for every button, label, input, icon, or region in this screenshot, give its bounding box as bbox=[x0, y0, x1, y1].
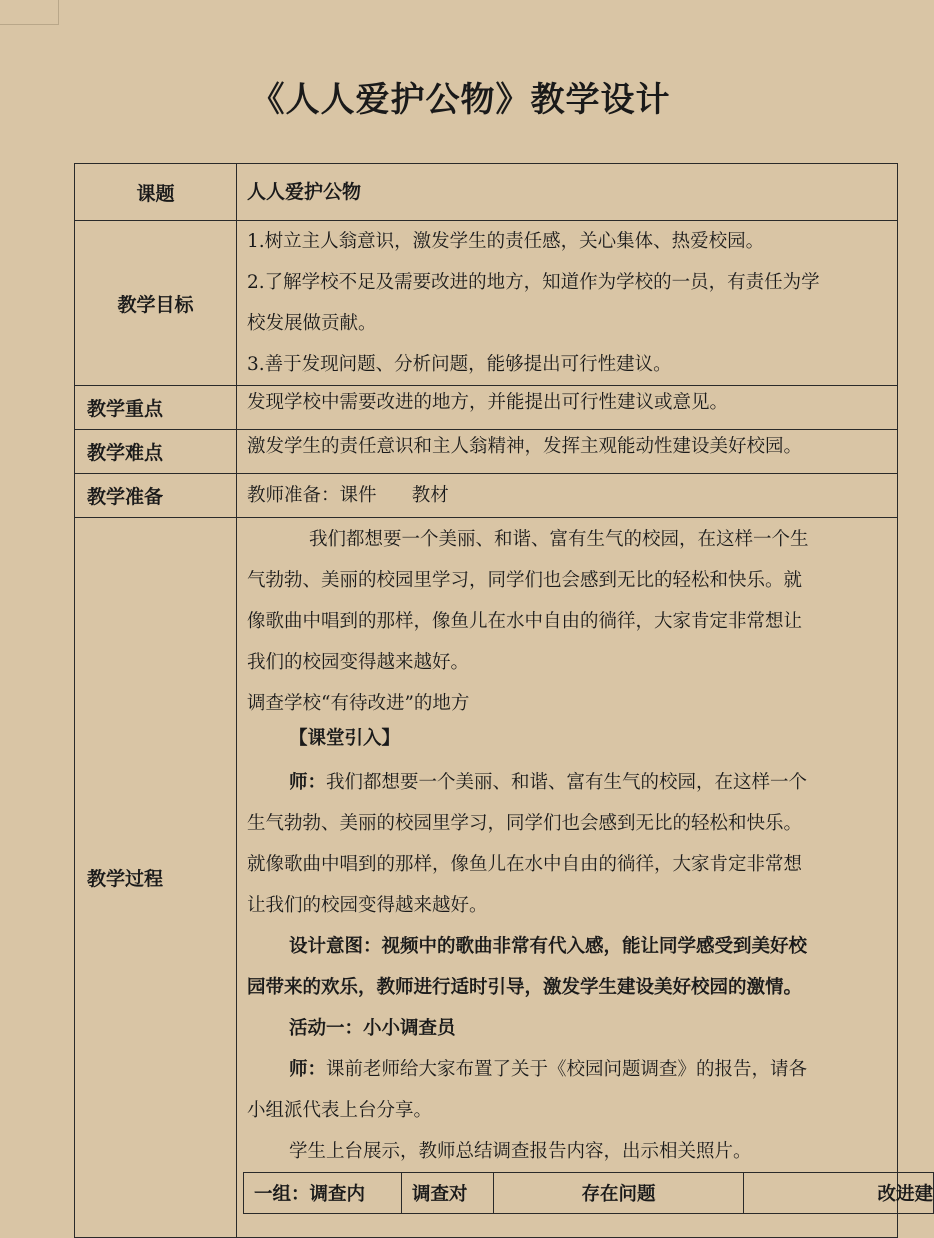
activity-title: 活动一：小小调查员 bbox=[289, 1018, 456, 1039]
key-points-label-cell bbox=[75, 386, 237, 430]
document-title: 《人人爱护公物》教学设计 bbox=[250, 80, 671, 120]
student-line: 学生上台展示，教师总结调查报告内容，出示相关照片。 bbox=[289, 1141, 752, 1162]
topic-row bbox=[75, 164, 898, 221]
teacher-line bbox=[247, 762, 893, 803]
preparation-label: 教学准备 bbox=[87, 486, 164, 508]
topic-value: 人人爱护公物 bbox=[247, 180, 362, 203]
goals-content bbox=[237, 221, 897, 385]
section-heading: 【课堂引入】 bbox=[289, 728, 401, 749]
goal-line: 3.善于发现问题、分析问题，能够提出可行性建议。 bbox=[247, 354, 672, 375]
teacher-label: 师： bbox=[289, 772, 327, 793]
goal-line: 校发展做贡献。 bbox=[247, 313, 377, 334]
teacher2-line: 小组派代表上台分享。 bbox=[247, 1100, 433, 1121]
sub-header-cell: 存在问题 bbox=[494, 1173, 744, 1214]
intro-line: 气勃勃、美丽的校园里学习，同学们也会感到无比的轻松和快乐。就 bbox=[247, 570, 803, 591]
teacher-line: 就像歌曲中唱到的那样，像鱼儿在水中自由的徜徉，大家肯定非常想 bbox=[247, 854, 803, 875]
intro-line: 像歌曲中唱到的那样，像鱼儿在水中自由的徜徉，大家肯定非常想让 bbox=[247, 611, 803, 632]
teacher-line: 让我们的校园变得越来越好。 bbox=[247, 895, 488, 916]
process-value-cell bbox=[237, 518, 933, 1238]
intro-line: 我们都想要一个美丽、和谐、富有生气的校园，在这样一个生 bbox=[309, 529, 809, 550]
teacher-text: 我们都想要一个美丽、和谐、富有生气的校园，在这样一个 bbox=[326, 772, 808, 793]
difficulties-label: 教学难点 bbox=[87, 442, 164, 464]
sub-header-cell: 改进建 bbox=[744, 1173, 934, 1214]
process-row bbox=[75, 518, 898, 1238]
lesson-plan-table bbox=[74, 163, 933, 1238]
key-points-row bbox=[75, 386, 898, 430]
process-label: 教学过程 bbox=[87, 868, 164, 890]
teacher2-text: 课前老师给大家布置了关于《校园问题调查》的报告，请各 bbox=[326, 1059, 808, 1080]
teacher-line: 生气勃勃、美丽的校园里学习，同学们也会感到无比的轻松和快乐。 bbox=[247, 813, 803, 834]
design-intent-line: 设计意图：视频中的歌曲非常有代入感，能让同学感受到美好校 bbox=[289, 936, 808, 957]
topic-value-cell bbox=[237, 164, 898, 221]
goals-label: 教学目标 bbox=[117, 293, 194, 316]
key-points-value: 发现学校中需要改进的地方，并能提出可行性建议或意见。 bbox=[247, 392, 729, 413]
survey-line: 调查学校“有待改进”的地方 bbox=[247, 693, 470, 714]
preparation-value: 教师准备：课件 教材 bbox=[247, 485, 449, 506]
preparation-row bbox=[75, 474, 898, 518]
survey-sub-table bbox=[243, 1172, 934, 1214]
preparation-label-cell bbox=[75, 474, 237, 518]
sub-header-cell: 调查对 bbox=[402, 1173, 494, 1214]
preparation-value-cell bbox=[237, 474, 898, 518]
survey-sub-table-header bbox=[244, 1173, 934, 1214]
difficulties-value: 激发学生的责任意识和主人翁精神，发挥主观能动性建设美好校园。 bbox=[247, 436, 803, 457]
teacher2-label: 师： bbox=[289, 1059, 327, 1080]
goal-line: 1.树立主人翁意识，激发学生的责任感，关心集体、热爱校园。 bbox=[247, 231, 765, 252]
key-points-value-cell bbox=[237, 386, 898, 430]
goal-line: 2.了解学校不足及需要改进的地方，知道作为学校的一员，有责任为学 bbox=[247, 272, 820, 293]
key-points-label: 教学重点 bbox=[87, 398, 164, 420]
process-content bbox=[237, 518, 897, 1172]
intro-line: 我们的校园变得越来越好。 bbox=[247, 652, 470, 673]
difficulties-label-cell bbox=[75, 430, 237, 474]
process-label-cell bbox=[75, 518, 237, 1238]
topic-label-cell bbox=[75, 164, 237, 221]
teacher2-line bbox=[247, 1049, 893, 1090]
difficulties-row bbox=[75, 430, 898, 474]
goals-row bbox=[75, 221, 898, 386]
goals-label-cell bbox=[75, 221, 237, 386]
goals-value-cell bbox=[237, 221, 898, 386]
topic-label: 课题 bbox=[136, 182, 175, 205]
sub-header-cell: 一组：调查内 bbox=[244, 1173, 402, 1214]
design-intent-line: 园带来的欢乐，教师进行适时引导，激发学生建设美好校园的激情。 bbox=[247, 977, 803, 998]
difficulties-value-cell bbox=[237, 430, 898, 474]
page-corner-mark bbox=[0, 0, 59, 25]
